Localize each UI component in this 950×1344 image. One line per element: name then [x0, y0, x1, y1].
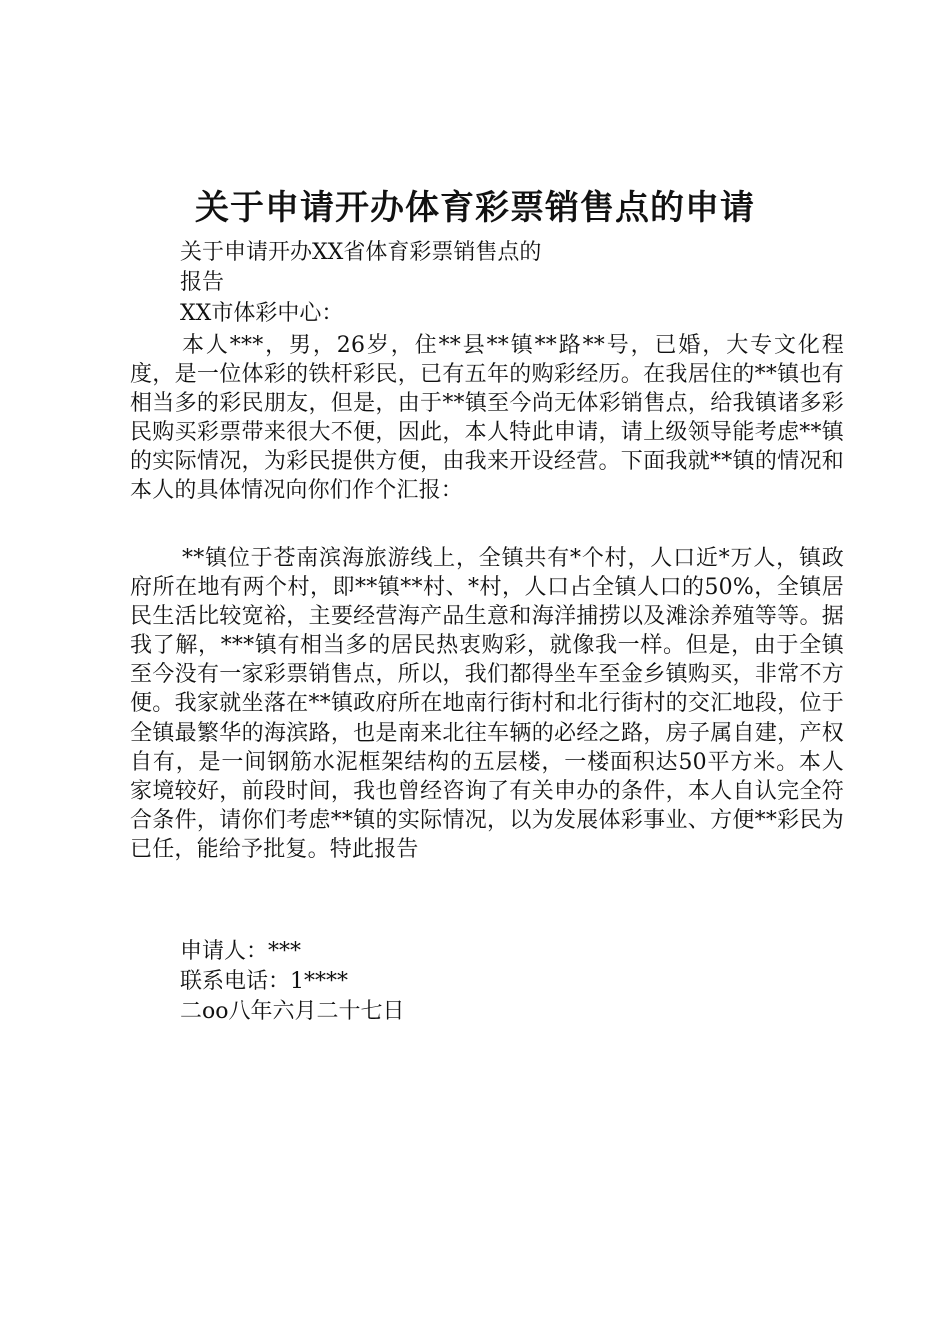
subtitle-line-1: 关于申请开办XX省体育彩票销售点的 [180, 240, 542, 265]
body-paragraph-1: 本人***，男，26岁，住**县**镇**路**号，已婚，大专文化程度，是一位体彩的铁杆彩民，已有五年的购彩经历。在我居住的**镇也有相当多的彩民朋友，但是，由于**镇至今尚无体彩销售点，给我镇诸多彩民购买彩票带来很大不便，因此，本人特此申请，请上级领导能考虑**镇的实际情况，为彩民提供方便，由我来开设经营。下面我就**镇的情况和本人的具体情况向你们作个汇报： [130, 333, 844, 504]
addressee-line: XX市体彩中心： [180, 301, 344, 326]
document-title: 关于申请开办体育彩票销售点的申请 [195, 188, 755, 228]
body-paragraph-2: **镇位于苍南滨海旅游线上，全镇共有*个村，人口近*万人，镇政府所在地有两个村，即**镇**村、*村，人口占全镇人口的50%，全镇居民生活比较宽裕，主要经营海产品生意和海洋捕捞以及滩涂养殖等等。据我了解，***镇有相当多的居民热衷购彩，就像我一样。但是，由于全镇至今没有一家彩票销售点，所以，我们都得坐车至金乡镇购买，非常不方便。我家就坐落在**镇政府所在地南行街村和北行街村的交汇地段，位于全镇最繁华的海滨路，也是南来北往车辆的必经之路，房子属自建，产权自有，是一间钢筋水泥框架结构的五层楼，一楼面积达50平方米。本人家境较好，前段时间，我也曾经咨询了有关申办的条件，本人自认完全符合条件，请你们考虑**镇的实际情况，以为发展体彩事业、方便**彩民为已任，能给予批复。特此报告 [130, 546, 844, 862]
date-line: 二oo八年六月二十七日 [180, 999, 405, 1024]
phone-line: 联系电话：1**** [180, 969, 348, 994]
subtitle-line-2: 报告 [180, 270, 225, 295]
applicant-line: 申请人：*** [180, 939, 302, 964]
